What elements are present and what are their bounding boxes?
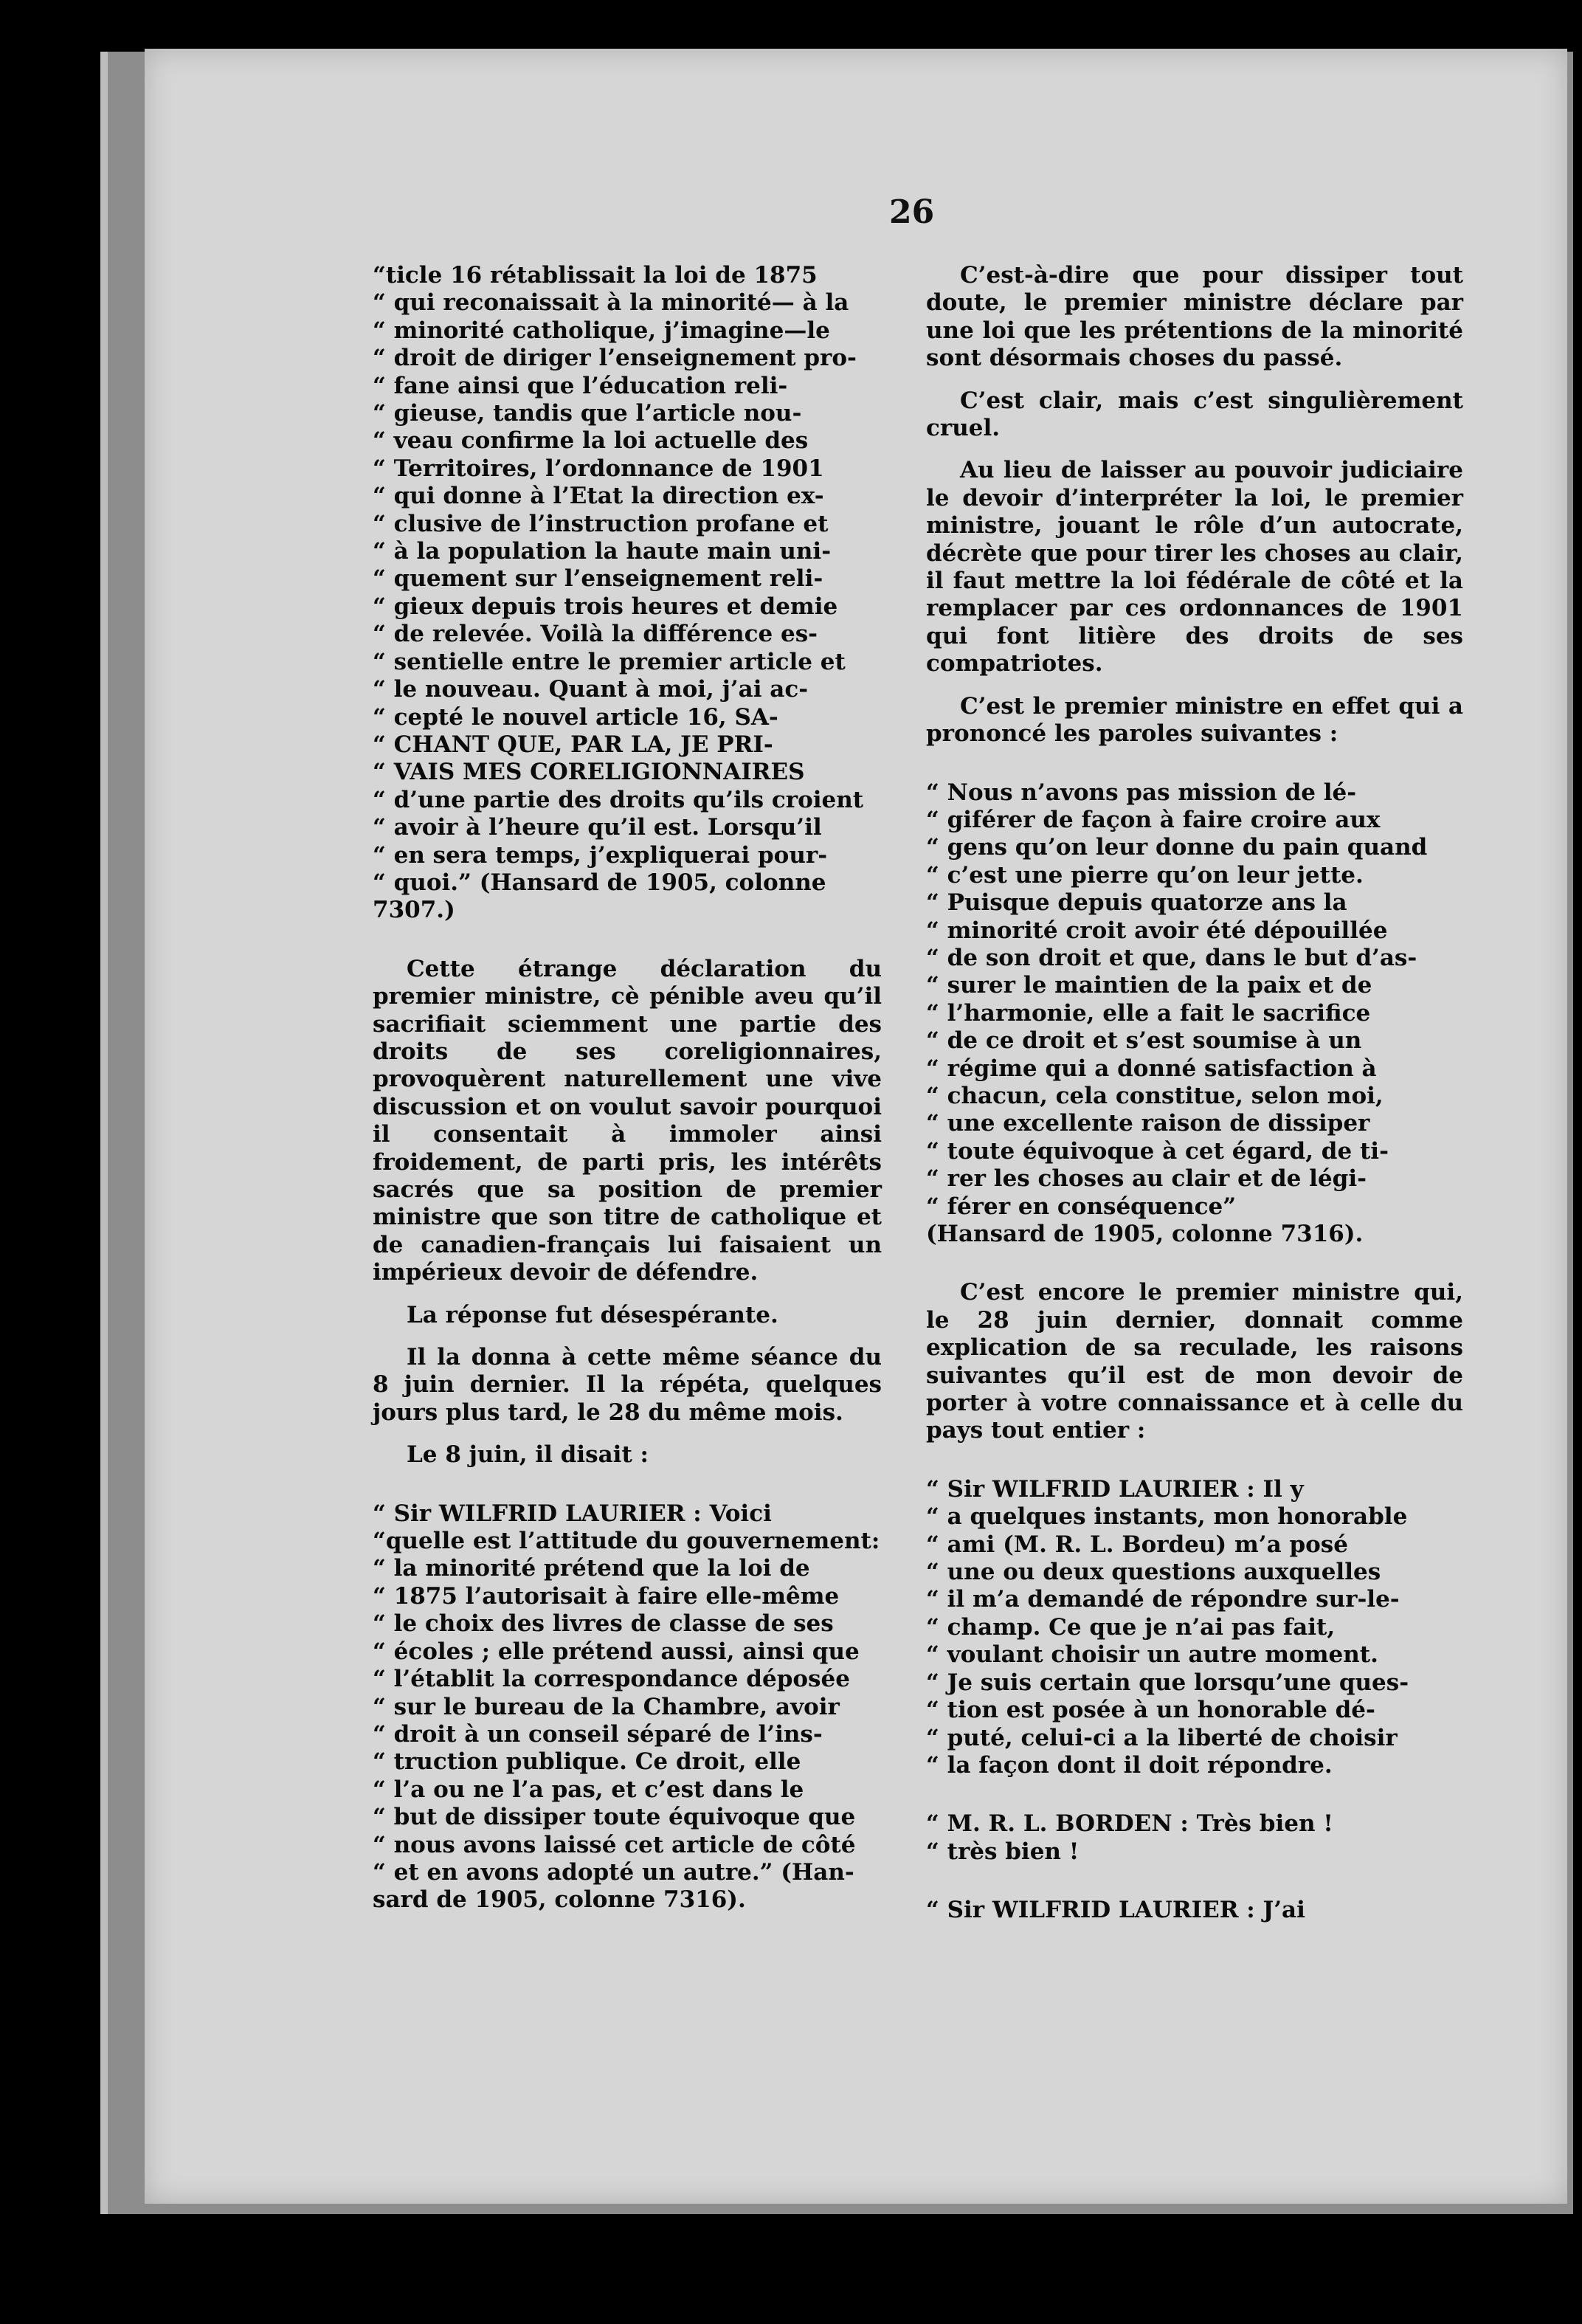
quote-line: (Hansard de 1905, colonne 7316). [926,1221,1364,1247]
quote-line: “ la façon dont il doit répondre. [926,1751,1333,1779]
quote-line: “ quement sur l’enseignement reli- [373,565,823,593]
quote-line: “ qui donne à l’Etat la direction ex- [373,483,824,510]
quote-line: “ il m’a demandé de répondre sur-le- [926,1586,1400,1613]
quote-line: “ VAIS MES CORELIGIONNAIRES [373,759,805,786]
paragraph: La réponse fut désespérante. [407,1301,778,1328]
quote-line: “ veau confirme la loi actuelle des [373,427,809,455]
quote-line: “ minorité catholique, j’imagine—le [373,317,830,344]
quotation-block [926,1810,1463,1866]
quote-line: “ fane ainsi que l’éducation reli- [373,372,788,399]
quote-line: “ Sir WILFRID LAURIER : Voici [373,1500,772,1527]
quote-line: “ le choix des livres de classe de ses [373,1610,834,1638]
quote-line: “ champ. Ce que je n’ai pas fait, [926,1613,1336,1641]
quote-line: “ Nous n’avons pas mission de lé- [926,779,1357,806]
quote-line: “ giférer de façon à faire croire aux [926,806,1381,833]
quote-line: “ truction publique. Ce droit, elle [373,1748,801,1776]
quote-line: “ c’est une pierre qu’on leur jette. [926,861,1364,889]
block-gap [926,442,1463,457]
quote-line: “ CHANT QUE, PAR LA, JE PRI- [373,731,773,758]
right-column [926,262,1463,1925]
quote-line: sard de 1905, colonne 7316). [373,1886,746,1914]
quote-line: “ toute équivoque à cet égard, de ti- [926,1137,1389,1165]
paragraph: C’est encore le premier ministre qui, le 28 juin dernier, donnait comme explication de sa reculade, les raisons suivantes qu’il est de mon devoir de porter à votre connaissance et à celle du pays tout entier : [926,1279,1463,1444]
quote-line: “ rer les choses au clair et de légi- [926,1165,1367,1193]
paragraph: C’est clair, mais c’est singulièrement cruel. [926,387,1463,442]
left-column [373,262,882,1914]
block-gap [373,1329,882,1344]
block-gap [373,1469,882,1500]
quotation-block [373,262,882,925]
quote-line: “ tion est posée à un honorable dé- [926,1697,1375,1724]
quote-line: “ le nouveau. Quant à moi, j’ai ac- [373,676,809,703]
quote-line: “ M. R. L. BORDEN : Très bien ! [926,1810,1333,1838]
quote-line: 7307.) [373,897,455,924]
block-gap [926,1779,1463,1810]
quote-line: “ surer le maintien de la paix et de [926,972,1372,999]
block-gap [373,1427,882,1441]
quote-line: “ en sera temps, j’expliquerai pour- [373,841,828,869]
quote-line: “ férer en conséquence” [926,1193,1237,1220]
quotation-block [926,1897,1463,1924]
quote-line: “ une excellente raison de dissiper [926,1110,1370,1137]
block-gap [373,925,882,956]
quote-line: “ très bien ! [926,1838,1080,1865]
quote-line: “ qui reconaissait à la minorité— à la [373,289,849,317]
paragraph: C’est le premier ministre en effet qui a prononcé les paroles suivantes : [926,692,1463,748]
quote-line: “ nous avons laissé cet article de côté [373,1831,856,1858]
quotation-block [926,1476,1463,1779]
quote-line: “ une ou deux questions auxquelles [926,1559,1381,1586]
quote-line: “ d’une partie des droits qu’ils croient [373,786,864,813]
quote-line: “ gens qu’on leur donne du pain quand [926,834,1428,861]
quote-line: “ droit de diriger l’enseignement pro- [373,345,857,372]
paragraph: Cette étrange déclaration du premier ministre, cè pénible aveu qu’il sacrifiait sciemment une partie des droits de ses coreligionnaires, provoquèrent naturellement une vive discussion et on voulut savoir pourquoi il consentait à immoler ainsi froidement, de parti pris, les intérêts sacrés que sa position de premier ministre que son titre de catholique et de canadien-français lui faisaient un impérieux devoir de défendre. [373,955,882,1286]
quotation-block [926,779,1463,1249]
block-gap [926,373,1463,387]
quote-line: “ cepté le nouvel article 16, SA- [373,703,778,731]
quote-line: “ à la population la haute main uni- [373,538,832,565]
quote-line: “ régime qui a donné satisfaction à [926,1055,1377,1082]
quote-line: “ Je suis certain que lorsqu’une ques- [926,1669,1409,1696]
quote-line: “ticle 16 rétablissait la loi de 1875 [373,262,818,289]
quote-line: “ puté, celui-ci a la liberté de choisir [926,1724,1398,1751]
quote-line: “ Sir WILFRID LAURIER : Il y [926,1475,1304,1503]
block-gap [926,1248,1463,1279]
quote-line: “ Territoires, l’ordonnance de 1901 [373,455,824,482]
quote-line: “quelle est l’attitude du gouvernement: [373,1528,880,1555]
quote-line: “ voulant choisir un autre moment. [926,1641,1378,1669]
quote-line: “ clusive de l’instruction profane et [373,510,829,537]
quote-line: “ gieuse, tandis que l’article nou- [373,400,802,427]
block-gap [926,1445,1463,1476]
paragraph: Au lieu de laisser au pouvoir judiciaire le devoir d’interpréter la loi, le premier ministre, jouant le rôle d’un autocrate, décrète que pour tirer les choses au clair, il faut mettre la loi fédérale de côté et la remplacer par ces ordonnances de 1901 qui font litière des droits de ses compatriotes. [926,457,1463,677]
paragraph: Le 8 juin, il disait : [407,1441,649,1469]
quote-line: “ droit à un conseil séparé de l’ins- [373,1720,823,1748]
quote-line: “ gieux depuis trois heures et demie [373,593,838,620]
paragraph: C’est-à-dire que pour dissiper tout doute, le premier ministre déclare par une loi que les prétentions de la minorité sont désormais choses du passé. [926,262,1463,372]
quote-line: “ sur le bureau de la Chambre, avoir [373,1693,840,1720]
quote-line: “ la minorité prétend que la loi de [373,1555,810,1582]
quote-line: “ Puisque depuis quatorze ans la [926,889,1347,917]
quote-line: “ l’harmonie, elle a fait le sacrifice [926,999,1371,1027]
quote-line: “ avoir à l’heure qu’il est. Lorsqu’il [373,814,822,841]
block-gap [926,1866,1463,1897]
block-gap [926,678,1463,693]
quote-line: “ chacun, cela constitue, selon moi, [926,1082,1384,1109]
quote-line: “ sentielle entre le premier article et [373,648,846,675]
quote-line: “ a quelques instants, mon honorable [926,1503,1408,1531]
quote-line: “ de son droit et que, dans le but d’as- [926,944,1417,971]
block-gap [373,1287,882,1302]
quote-line: “ l’a ou ne l’a pas, et c’est dans le [373,1776,804,1803]
block-gap [926,748,1463,779]
quote-line: “ Sir WILFRID LAURIER : J’ai [926,1897,1305,1924]
quote-line: “ 1875 l’autorisait à faire elle-même [373,1582,840,1610]
quote-line: “ minorité croit avoir été dépouillée [926,917,1388,944]
quote-line: “ de ce droit et s’est soumise à un [926,1027,1362,1055]
quotation-block [373,1500,882,1914]
quote-line: “ l’établit la correspondance déposée [373,1666,850,1693]
quote-line: “ écoles ; elle prétend aussi, ainsi que [373,1638,860,1665]
quote-line: “ de relevée. Voilà la différence es- [373,621,818,648]
quote-line: “ ami (M. R. L. Bordeu) m’a posé [926,1531,1348,1558]
paragraph: Il la donna à cette même séance du 8 juin dernier. Il la répéta, quelques jours plus tard, le 28 du même mois. [373,1344,882,1426]
quote-line: “ et en avons adopté un autre.” (Han- [373,1858,854,1886]
quote-line: “ quoi.” (Hansard de 1905, colonne [373,869,826,896]
page-number: 26 [889,193,935,231]
quote-line: “ but de dissiper toute équivoque que [373,1804,856,1831]
